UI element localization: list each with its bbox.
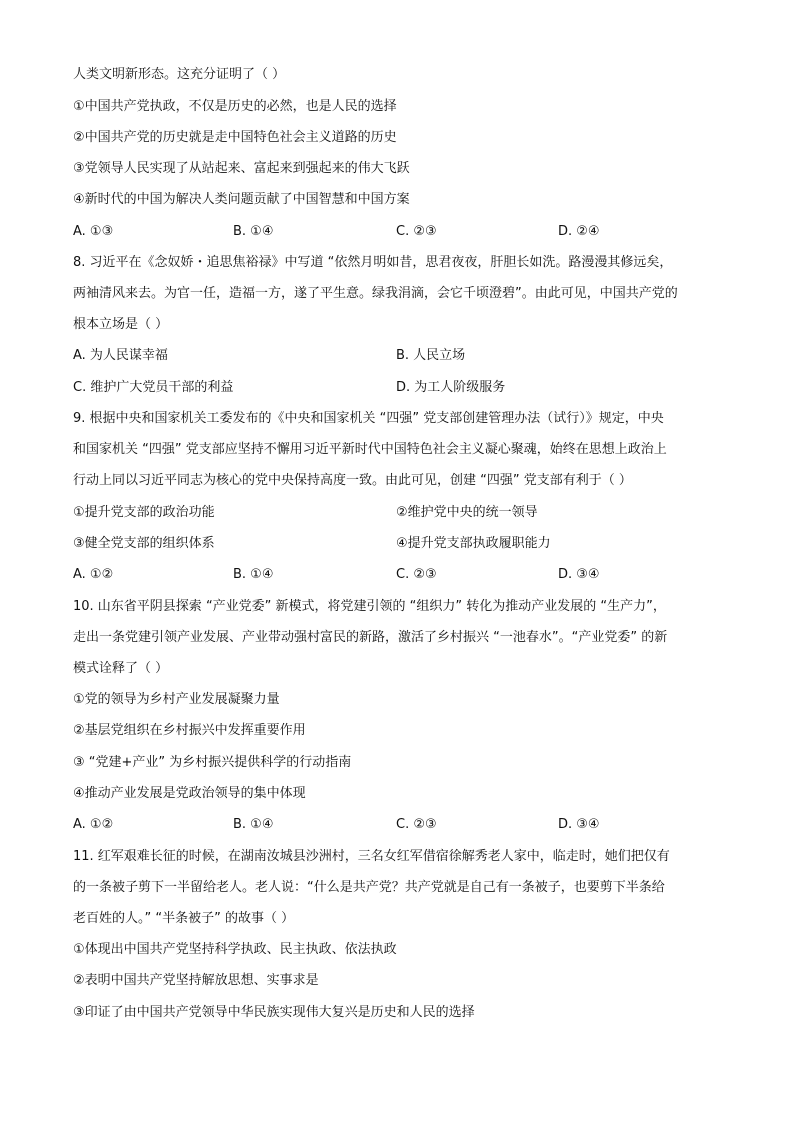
q8-option-a: A. 为人民谋幸福	[73, 348, 168, 363]
q9-stem-line-2: 和国家机关 “四强” 党支部应坚持不懈用习近平新时代中国特色社会主义凝心聚魂，始终在思想上政治上	[73, 442, 667, 457]
q7-option-a: A. ①③	[73, 224, 114, 239]
q8-option-d: D. 为工人阶级服务	[396, 380, 506, 395]
q10-item-3: ③ “党建+产业” 为乡村振兴提供科学的行动指南	[73, 755, 352, 770]
q10-option-b: B. ①④	[233, 817, 274, 832]
q9-stem-line-1: 9. 根据中央和国家机关工委发布的《中央和国家机关 “四强” 党支部创建管理办法（试行）》规定，中央	[73, 411, 664, 426]
q10-item-1: ①党的领导为乡村产业发展凝聚力量	[73, 692, 280, 707]
q9-item-3: ③健全党支部的组织体系	[73, 536, 215, 551]
q10-stem-line-2: 走出一条党建引领产业发展、产业带动强村富民的新路，激活了乡村振兴 “一池春水”。“产业党委” 的新	[73, 630, 668, 645]
q7-item-2: ②中国共产党的历史就是走中国特色社会主义道路的历史	[73, 130, 397, 145]
q7-item-4: ④新时代的中国为解决人类问题贡献了中国智慧和中国方案	[73, 192, 410, 207]
q7-item-1: ①中国共产党执政，不仅是历史的必然，也是人民的选择	[73, 99, 397, 114]
q8-option-c: C. 维护广大党员干部的利益	[73, 380, 234, 395]
q9-stem-line-3: 行动上同以习近平同志为核心的党中央保持高度一致。由此可见，创建 “四强” 党支部有利于（ ）	[73, 473, 632, 488]
q10-stem-line-3: 模式诠释了（ ）	[73, 661, 169, 676]
q8-stem-line-2: 两袖清风来去。为官一任，造福一方，遂了平生意。绿我涓滴，会它千顷澄碧”。由此可见，中国共产党的	[73, 286, 678, 301]
q10-stem-line-1: 10. 山东省平阴县探索 “产业党委” 新模式，将党建引领的 “组织力” 转化为推动产业发展的 “生产力”，	[73, 599, 666, 614]
q11-item-1: ①体现出中国共产党坚持科学执政、民主执政、依法执政	[73, 942, 397, 957]
q8-stem-line-3: 根本立场是（ ）	[73, 317, 169, 332]
q9-option-c: C. ②③	[396, 567, 437, 582]
q7-option-b: B. ①④	[233, 224, 274, 239]
q11-stem-line-1: 11. 红军艰难长征的时候，在湖南汝城县沙洲村，三名女红军借宿徐解秀老人家中，临走时，她们把仅有	[73, 849, 670, 864]
q10-option-a: A. ①②	[73, 817, 114, 832]
q7-stem-end: 人类文明新形态。这充分证明了（ ）	[73, 67, 286, 82]
q8-stem-line-1: 8. 习近平在《念奴娇・追思焦裕禄》中写道 “依然月明如昔，思君夜夜，肝胆长如洗。路漫漫其修远矣，	[73, 255, 673, 270]
q10-item-4: ④推动产业发展是党政治领导的集中体现	[73, 786, 306, 801]
q10-item-2: ②基层党组织在乡村振兴中发挥重要作用	[73, 723, 306, 738]
q9-option-a: A. ①②	[73, 567, 114, 582]
q11-item-3: ③印证了由中国共产党领导中华民族实现伟大复兴是历史和人民的选择	[73, 1005, 475, 1020]
q9-item-2: ②维护党中央的统一领导	[396, 505, 538, 520]
q11-stem-line-3: 老百姓的人。” “半条被子” 的故事（ ）	[73, 911, 295, 926]
q9-item-4: ④提升党支部执政履职能力	[396, 536, 551, 551]
q7-option-d: D. ②④	[558, 224, 600, 239]
q7-item-3: ③党领导人民实现了从站起来、富起来到强起来的伟大飞跃	[73, 161, 410, 176]
q9-item-1: ①提升党支部的政治功能	[73, 505, 215, 520]
q10-option-d: D. ③④	[558, 817, 600, 832]
q8-option-b: B. 人民立场	[396, 348, 466, 363]
q9-option-b: B. ①④	[233, 567, 274, 582]
q7-option-c: C. ②③	[396, 224, 437, 239]
q10-option-c: C. ②③	[396, 817, 437, 832]
q11-stem-line-2: 的一条被子剪下一半留给老人。老人说：“什么是共产党？共产党就是自己有一条被子，也要剪下半条给	[73, 880, 665, 895]
q9-option-d: D. ③④	[558, 567, 600, 582]
q11-item-2: ②表明中国共产党坚持解放思想、实事求是	[73, 973, 319, 988]
